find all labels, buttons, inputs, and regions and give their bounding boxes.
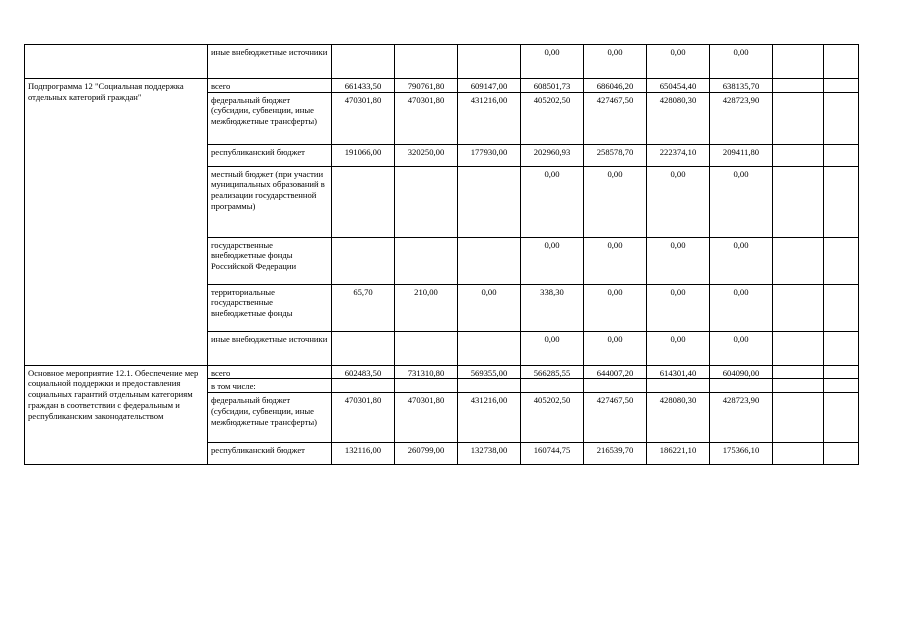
value-cell: 222374,10 (647, 144, 710, 166)
value-cell: 0,00 (458, 284, 521, 331)
empty-cell (773, 166, 824, 237)
value-cell: 0,00 (584, 45, 647, 79)
value-cell: 177930,00 (458, 144, 521, 166)
value-cell (458, 237, 521, 284)
empty-cell (773, 79, 824, 93)
value-cell: 175366,10 (710, 443, 773, 465)
empty-cell (824, 92, 859, 144)
value-cell: 258578,70 (584, 144, 647, 166)
empty-cell (773, 237, 824, 284)
empty-cell (824, 166, 859, 237)
value-cell (332, 45, 395, 79)
table-row (25, 79, 859, 93)
value-cell: 428080,30 (647, 92, 710, 144)
value-cell: 0,00 (647, 166, 710, 237)
value-cell: 0,00 (521, 237, 584, 284)
empty-cell (773, 92, 824, 144)
value-cell: 0,00 (647, 331, 710, 365)
value-cell: 428723,90 (710, 393, 773, 443)
value-cell: 731310,80 (395, 365, 458, 379)
program-cell-empty (25, 45, 208, 79)
value-cell: 0,00 (584, 166, 647, 237)
empty-cell (824, 331, 859, 365)
value-cell: 431216,00 (458, 92, 521, 144)
value-cell: 186221,10 (647, 443, 710, 465)
value-cell: 638135,70 (710, 79, 773, 93)
value-cell: 160744,75 (521, 443, 584, 465)
table-row (25, 365, 859, 379)
value-cell: 650454,40 (647, 79, 710, 93)
value-cell: 0,00 (710, 284, 773, 331)
value-cell: 427467,50 (584, 92, 647, 144)
main-activity-title: Основное мероприятие 12.1. Обеспечение мер социальной поддержки и предоставления социальных гарантий отдельным категориям граждан в соответствии с федеральным и республиканским законодательством (25, 365, 208, 464)
value-cell: 608501,73 (521, 79, 584, 93)
value-cell: 470301,80 (395, 92, 458, 144)
empty-cell (824, 237, 859, 284)
value-cell (395, 166, 458, 237)
value-cell: 427467,50 (584, 393, 647, 443)
empty-cell (773, 443, 824, 465)
source-cell: иные внебюджетные источники (208, 331, 332, 365)
value-cell (458, 166, 521, 237)
value-cell: 338,30 (521, 284, 584, 331)
subprogram-title: Подпрограмма 12 "Социальная поддержка отдельных категорий граждан" (25, 79, 208, 366)
value-cell: 132116,00 (332, 443, 395, 465)
value-cell (395, 379, 458, 393)
value-cell: 0,00 (710, 237, 773, 284)
value-cell: 65,70 (332, 284, 395, 331)
empty-cell (773, 393, 824, 443)
empty-cell (773, 331, 824, 365)
value-cell: 0,00 (521, 45, 584, 79)
value-cell (332, 166, 395, 237)
source-cell: всего (208, 365, 332, 379)
value-cell: 644007,20 (584, 365, 647, 379)
value-cell: 191066,00 (332, 144, 395, 166)
empty-cell (773, 45, 824, 79)
empty-cell (773, 379, 824, 393)
value-cell: 216539,70 (584, 443, 647, 465)
value-cell: 0,00 (584, 237, 647, 284)
empty-cell (773, 365, 824, 379)
value-cell (647, 379, 710, 393)
value-cell (521, 379, 584, 393)
source-cell: федеральный бюджет (субсидии, субвенции, иные межбюджетные трансферты) (208, 393, 332, 443)
value-cell: 470301,80 (332, 393, 395, 443)
value-cell: 602483,50 (332, 365, 395, 379)
value-cell (395, 331, 458, 365)
value-cell: 132738,00 (458, 443, 521, 465)
value-cell: 0,00 (710, 166, 773, 237)
empty-cell (824, 45, 859, 79)
value-cell (584, 379, 647, 393)
value-cell: 614301,40 (647, 365, 710, 379)
value-cell (332, 331, 395, 365)
value-cell: 202960,93 (521, 144, 584, 166)
value-cell: 320250,00 (395, 144, 458, 166)
value-cell (458, 331, 521, 365)
value-cell: 210,00 (395, 284, 458, 331)
value-cell: 686046,20 (584, 79, 647, 93)
value-cell (458, 379, 521, 393)
value-cell: 609147,00 (458, 79, 521, 93)
value-cell: 0,00 (584, 331, 647, 365)
source-cell: в том числе: (208, 379, 332, 393)
budget-table (24, 44, 859, 465)
empty-cell (773, 144, 824, 166)
value-cell: 209411,80 (710, 144, 773, 166)
value-cell (332, 379, 395, 393)
value-cell: 566285,55 (521, 365, 584, 379)
value-cell (710, 379, 773, 393)
value-cell: 0,00 (710, 331, 773, 365)
empty-cell (824, 365, 859, 379)
source-cell: территориальные государственные внебюджетные фонды (208, 284, 332, 331)
empty-cell (824, 79, 859, 93)
value-cell: 569355,00 (458, 365, 521, 379)
source-cell: республиканский бюджет (208, 443, 332, 465)
value-cell (395, 237, 458, 284)
value-cell: 405202,50 (521, 393, 584, 443)
table-row (25, 45, 859, 79)
value-cell: 0,00 (647, 237, 710, 284)
empty-cell (824, 443, 859, 465)
value-cell: 0,00 (647, 284, 710, 331)
source-cell: республиканский бюджет (208, 144, 332, 166)
source-cell: федеральный бюджет (субсидии, субвенции, иные межбюджетные трансферты) (208, 92, 332, 144)
empty-cell (824, 144, 859, 166)
empty-cell (824, 284, 859, 331)
value-cell: 428723,90 (710, 92, 773, 144)
empty-cell (824, 379, 859, 393)
value-cell: 661433,50 (332, 79, 395, 93)
empty-cell (824, 393, 859, 443)
value-cell: 431216,00 (458, 393, 521, 443)
value-cell: 470301,80 (332, 92, 395, 144)
source-cell: местный бюджет (при участии муниципальных образований в реализации государственной программы) (208, 166, 332, 237)
source-cell: иные внебюджетные источники (208, 45, 332, 79)
value-cell: 604090,00 (710, 365, 773, 379)
value-cell (332, 237, 395, 284)
value-cell: 0,00 (521, 166, 584, 237)
value-cell: 470301,80 (395, 393, 458, 443)
value-cell: 0,00 (647, 45, 710, 79)
value-cell: 0,00 (521, 331, 584, 365)
value-cell: 405202,50 (521, 92, 584, 144)
source-cell: всего (208, 79, 332, 93)
value-cell: 0,00 (584, 284, 647, 331)
value-cell (395, 45, 458, 79)
source-cell: государственные внебюджетные фонды Российской Федерации (208, 237, 332, 284)
value-cell: 0,00 (710, 45, 773, 79)
value-cell: 260799,00 (395, 443, 458, 465)
empty-cell (773, 284, 824, 331)
value-cell: 790761,80 (395, 79, 458, 93)
value-cell (458, 45, 521, 79)
value-cell: 428080,30 (647, 393, 710, 443)
